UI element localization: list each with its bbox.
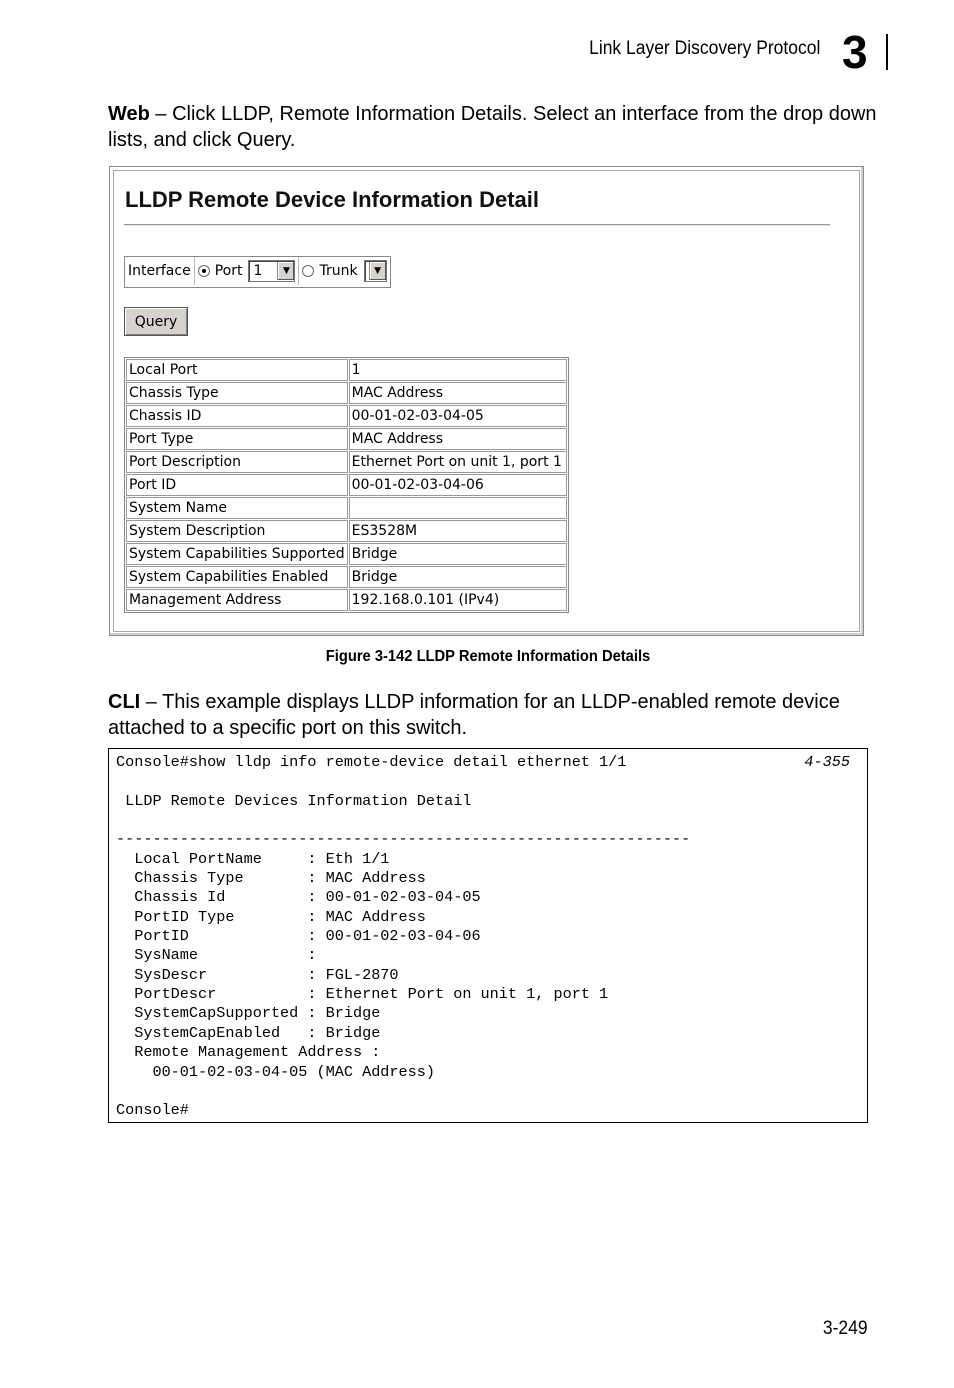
port-option[interactable] xyxy=(195,257,300,285)
row-key: Local Port xyxy=(126,359,348,381)
console-line: LLDP Remote Devices Information Detail xyxy=(116,791,472,810)
console-line: SysName : xyxy=(116,946,317,965)
port-select[interactable] xyxy=(248,260,295,282)
web-screenshot xyxy=(109,166,864,636)
web-intro-text: – Click LLDP, Remote Information Details. Select an interface from the drop down lists, and click Query. xyxy=(108,103,877,151)
console-line: Chassis Id : 00-01-02-03-04-05 xyxy=(116,888,481,907)
trunk-option[interactable] xyxy=(299,257,389,285)
console-line: Chassis Type : MAC Address xyxy=(116,869,426,888)
console-line: Console# xyxy=(116,1101,189,1120)
console-line: Local PortName : Eth 1/1 xyxy=(116,849,390,868)
trunk-label: Trunk xyxy=(319,263,358,279)
console-line: SystemCapSupported : Bridge xyxy=(116,1004,381,1023)
query-button[interactable]: Query xyxy=(124,307,188,336)
port-label: Port xyxy=(214,263,243,279)
row-key: System Description xyxy=(126,520,348,542)
console-line: --------------------------------------------------------------- xyxy=(116,830,691,849)
row-key: System Capabilities Enabled xyxy=(126,566,348,588)
page-number: 3-249 xyxy=(823,1318,868,1339)
table-row xyxy=(126,520,567,542)
interface-selector xyxy=(124,256,391,288)
cli-lead: CLI xyxy=(108,691,141,713)
port-radio[interactable] xyxy=(198,265,210,277)
row-value: MAC Address xyxy=(349,382,567,404)
console-output-box xyxy=(108,748,868,1123)
console-line: PortDescr : Ethernet Port on unit 1, port 1 xyxy=(116,985,609,1004)
row-value: ES3528M xyxy=(349,520,567,542)
remote-info-table xyxy=(124,357,569,613)
row-value: 192.168.0.101 (IPv4) xyxy=(349,589,567,611)
table-row xyxy=(126,474,567,496)
web-intro-paragraph xyxy=(108,101,878,153)
cli-intro-paragraph xyxy=(108,689,878,741)
trunk-select[interactable] xyxy=(364,260,387,282)
table-row xyxy=(126,451,567,473)
row-key: Management Address xyxy=(126,589,348,611)
web-lead: Web xyxy=(108,103,150,125)
row-value: Ethernet Port on unit 1, port 1 xyxy=(349,451,567,473)
console-line: PortID Type : MAC Address xyxy=(116,907,426,926)
row-key: Port ID xyxy=(126,474,348,496)
table-row xyxy=(126,566,567,588)
table-row xyxy=(126,589,567,611)
table-row xyxy=(126,497,567,519)
row-key: System Capabilities Supported xyxy=(126,543,348,565)
console-line: Console#show lldp info remote-device detail ethernet 1/1 xyxy=(116,753,627,771)
title-divider xyxy=(124,224,830,225)
console-line: PortID : 00-01-02-03-04-06 xyxy=(116,927,481,946)
port-select-value: 1 xyxy=(253,263,263,279)
row-value: 1 xyxy=(349,359,567,381)
console-line: SysDescr : FGL-2870 xyxy=(116,965,399,984)
row-key: System Name xyxy=(126,497,348,519)
row-value: MAC Address xyxy=(349,428,567,450)
row-key: Port Description xyxy=(126,451,348,473)
figure-caption: Figure 3-142 LLDP Remote Information Details xyxy=(325,648,651,665)
table-row xyxy=(126,405,567,427)
row-key: Chassis Type xyxy=(126,382,348,404)
table-row xyxy=(126,359,567,381)
row-value: Bridge xyxy=(349,543,567,565)
trunk-radio[interactable] xyxy=(302,265,314,277)
console-text xyxy=(116,753,690,1121)
chevron-down-icon[interactable]: ▼ xyxy=(277,262,294,280)
row-key: Port Type xyxy=(126,428,348,450)
command-reference: 4-355 xyxy=(804,753,850,771)
table-row xyxy=(126,543,567,565)
interface-label: Interface xyxy=(125,257,195,285)
console-line: Remote Management Address : xyxy=(116,1043,381,1062)
row-value: 00-01-02-03-04-05 xyxy=(349,405,567,427)
console-line: SystemCapEnabled : Bridge xyxy=(116,1023,381,1042)
row-value: 00-01-02-03-04-06 xyxy=(349,474,567,496)
chapter-number: 3 xyxy=(842,26,868,78)
running-header: Link Layer Discovery Protocol xyxy=(588,38,820,59)
cli-intro-text: – This example displays LLDP information for an LLDP-enabled remote device attached to a specific port on this switch. xyxy=(108,691,840,739)
table-row xyxy=(126,382,567,404)
table-row xyxy=(126,428,567,450)
chapter-divider xyxy=(886,34,888,70)
row-value xyxy=(349,497,567,519)
chevron-down-icon[interactable]: ▼ xyxy=(369,262,386,280)
row-value: Bridge xyxy=(349,566,567,588)
row-key: Chassis ID xyxy=(126,405,348,427)
web-ui-title: LLDP Remote Device Information Detail xyxy=(125,187,540,212)
console-line: 00-01-02-03-04-05 (MAC Address) xyxy=(116,1062,435,1081)
